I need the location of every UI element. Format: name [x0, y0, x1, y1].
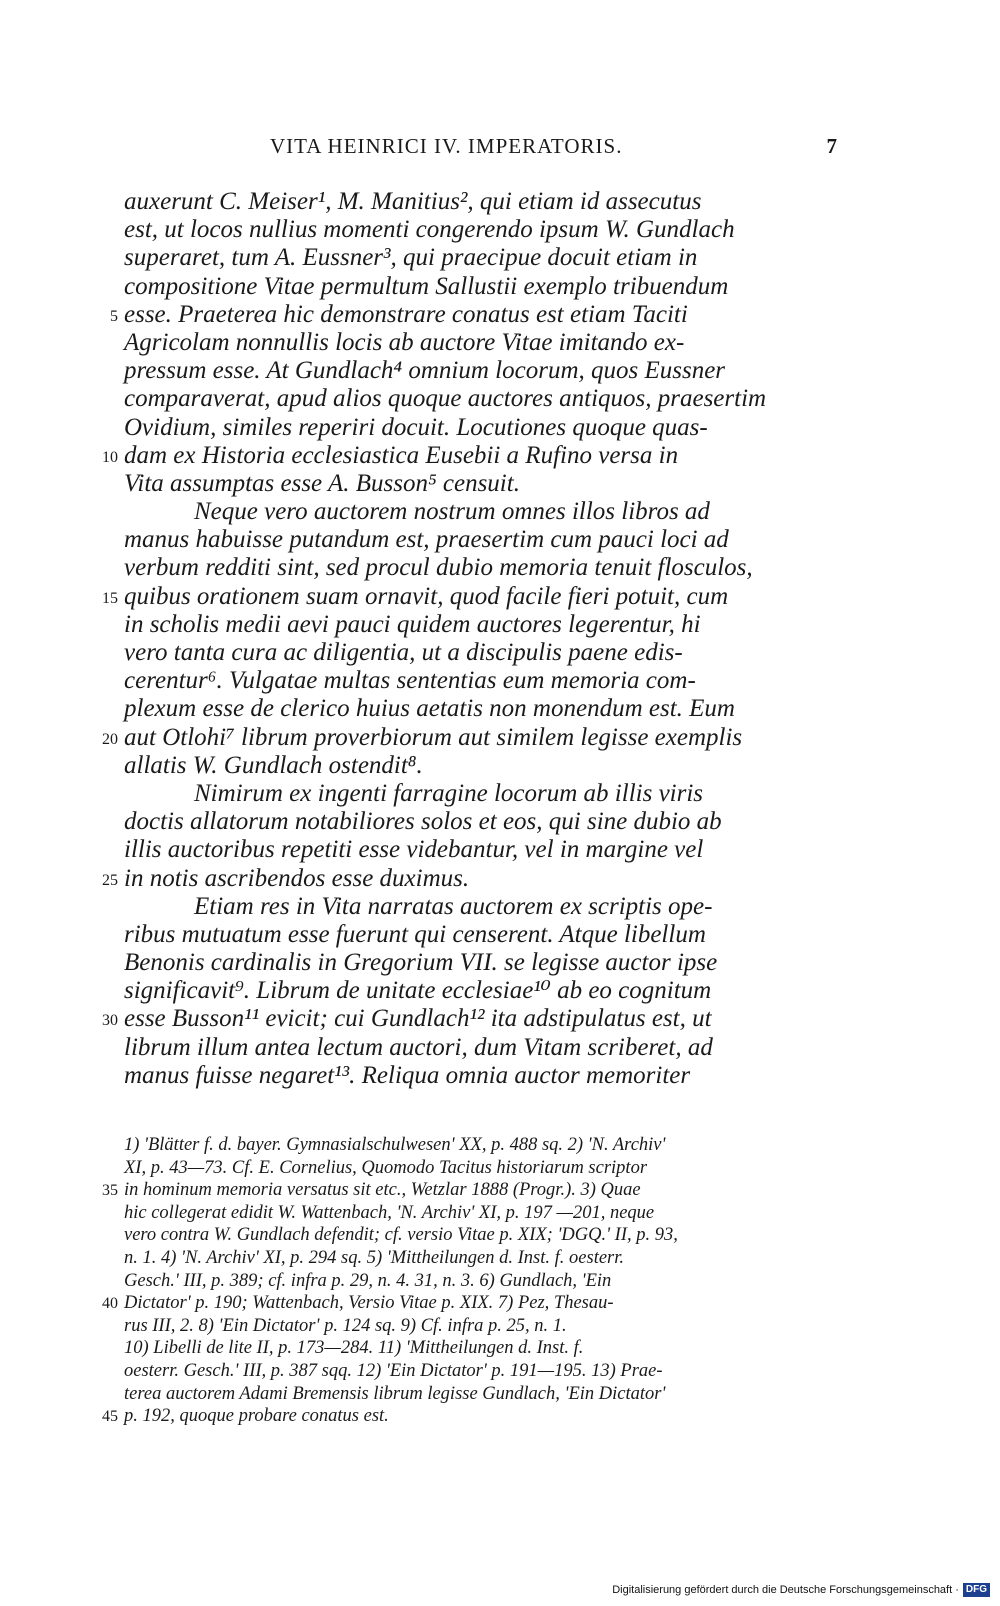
- line-text: rus III, 2. 8) 'Ein Dictator' p. 124 sq. 9) Cf. infra p. 25, n. 1.: [124, 1315, 567, 1336]
- text-line: [102, 582, 837, 611]
- line-text: Benonis cardinalis in Gregorium VII. se legisse auctor ipse: [124, 949, 718, 977]
- text-line: [124, 357, 837, 385]
- line-number: 30: [102, 1012, 118, 1030]
- text-line: [124, 414, 837, 442]
- dfg-logo: DFG: [963, 1583, 990, 1597]
- text-line: [124, 921, 837, 949]
- footnote-line: [124, 1247, 837, 1270]
- line-text: XI, p. 43—73. Cf. E. Cornelius, Quomodo Tacitus historiarum scriptor: [124, 1157, 648, 1178]
- line-text: pressum esse. At Gundlach⁴ omnium locorum, quos Eussner: [124, 357, 726, 385]
- text-line: [124, 1062, 837, 1090]
- line-text: p. 192, quoque probare conatus est.: [124, 1406, 389, 1427]
- line-number: 40: [102, 1295, 118, 1313]
- line-text: 10) Libelli de lite II, p. 173—284. 11) 'Mittheilungen d. Inst. f.: [124, 1338, 584, 1359]
- line-number: 45: [102, 1408, 118, 1426]
- footnote-line: [124, 1202, 837, 1225]
- line-text: hic collegerat edidit W. Wattenbach, 'N. Archiv' XI, p. 197 —201, neque: [124, 1202, 655, 1223]
- line-text: n. 1. 4) 'N. Archiv' XI, p. 294 sq. 5) 'Mittheilungen d. Inst. f. oesterr.: [124, 1247, 625, 1268]
- line-text: Agricolam nonnullis locis ab auctore Vitae imitando ex-: [124, 328, 685, 356]
- line-text: cerentur⁶. Vulgatae multas sententias eum memoria com-: [124, 667, 696, 695]
- text-line: [124, 216, 837, 244]
- text-line: [102, 864, 837, 893]
- text-line: [124, 949, 837, 977]
- line-text: vero contra W. Gundlach defendit; cf. versio Vitae p. XIX; 'DGQ.' II, p. 93,: [124, 1225, 678, 1246]
- line-number: 20: [102, 730, 118, 748]
- line-text: superaret, tum A. Eussner³, qui praecipue docuit etiam in: [124, 244, 698, 272]
- text-line: [124, 329, 837, 357]
- text-line: [124, 695, 837, 723]
- line-text: dam ex Historia ecclesiastica Eusebii a Rufino versa in: [124, 441, 679, 469]
- line-text: in scholis medii aevi pauci quidem auctores legerentur, hi: [124, 610, 701, 638]
- line-text: Ovidium, similes reperiri docuit. Locutiones quoque quas-: [124, 413, 708, 441]
- credit-text: Digitalisierung gefördert durch die Deutsche Forschungsgemeinschaft ·: [612, 1584, 959, 1596]
- text-line: [124, 667, 837, 695]
- line-text: in notis ascribendos esse duximus.: [124, 864, 470, 892]
- text-line: [102, 1005, 837, 1033]
- line-text: librum illum antea lectum auctori, dum Vitam scriberet, ad: [124, 1033, 713, 1061]
- footnote-line: [124, 1337, 837, 1360]
- footnote-line: [102, 1179, 837, 1202]
- line-number: 10: [102, 448, 118, 466]
- text-line: [124, 639, 837, 667]
- text-line: [124, 1034, 837, 1062]
- line-text: Dictator' p. 190; Wattenbach, Versio Vitae p. XIX. 7) Pez, Thesau-: [124, 1293, 614, 1314]
- line-text: ribus mutuatum esse fuerunt qui censerent. Atque libellum: [124, 920, 706, 948]
- digitization-credit: [612, 1582, 990, 1598]
- line-text: aut Otlohi⁷ librum proverbiorum aut similem legisse exemplis: [124, 723, 743, 751]
- footnote-line: [124, 1315, 837, 1338]
- footnote-line: [124, 1224, 837, 1247]
- line-text: esse Busson¹¹ evicit; cui Gundlach¹² ita adstipulatus est, ut: [124, 1005, 712, 1033]
- text-line: [124, 752, 837, 780]
- text-line: [124, 780, 837, 808]
- line-text: esse. Praeterea hic demonstrare conatus est etiam Taciti: [124, 300, 688, 328]
- line-text: est, ut locos nullius momenti congerendo ipsum W. Gundlach: [124, 216, 735, 244]
- text-line: [124, 836, 837, 864]
- text-line: [124, 611, 837, 639]
- line-text: illis auctoribus repetiti esse videbantur, vel in margine vel: [124, 836, 704, 864]
- line-text: plexum esse de clerico huius aetatis non monendum est. Eum: [124, 695, 735, 723]
- line-text: manus habuisse putandum est, praesertim cum pauci loci ad: [124, 526, 729, 554]
- line-number: 15: [102, 589, 118, 607]
- text-line: [102, 441, 837, 470]
- line-text: 1) 'Blätter f. d. bayer. Gymnasialschulwesen' XX, p. 488 sq. 2) 'N. Archiv': [124, 1135, 666, 1155]
- line-text: comparaverat, apud alios quoque auctores antiquos, praesertim: [124, 385, 767, 413]
- running-title: VITA HEINRICI IV. IMPERATORIS.: [270, 134, 623, 158]
- page-number: 7: [826, 134, 837, 158]
- footnote-line: [124, 1360, 837, 1383]
- line-text: significavit⁹. Librum de unitate ecclesiae¹⁰ ab eo cognitum: [124, 977, 712, 1005]
- text-line: [124, 554, 837, 582]
- line-number: 35: [102, 1182, 118, 1200]
- line-text: Gesch.' III, p. 389; cf. infra p. 29, n. 4. 31, n. 3. 6) Gundlach, 'Ein: [124, 1270, 612, 1291]
- line-number: 5: [110, 307, 118, 325]
- footnote-line: [124, 1383, 837, 1406]
- footnote-line: [124, 1134, 837, 1157]
- running-header: [124, 134, 837, 164]
- line-text: Neque vero auctorem nostrum omnes illos libros ad: [194, 498, 710, 526]
- footnote-line: [124, 1270, 837, 1293]
- line-text: quibus orationem suam ornavit, quod facile fieri potuit, cum: [124, 582, 729, 610]
- line-text: Etiam res in Vita narratas auctorem ex scriptis ope-: [194, 892, 713, 920]
- footnotes: [102, 1134, 837, 1428]
- text-line: [102, 723, 837, 752]
- main-text: [102, 188, 837, 1090]
- line-text: oesterr. Gesch.' III, p. 387 sqq. 12) 'Ein Dictator' p. 191—195. 13) Prae-: [124, 1360, 663, 1381]
- line-text: terea auctorem Adami Bremensis librum legisse Gundlach, 'Ein Dictator': [124, 1383, 666, 1404]
- line-text: compositione Vitae permultum Sallustii exemplo tribuendum: [124, 272, 729, 300]
- line-text: allatis W. Gundlach ostendit⁸.: [124, 751, 423, 779]
- text-line: [124, 893, 837, 921]
- text-line: [124, 188, 837, 216]
- text-line: [124, 470, 837, 498]
- text-line: [124, 273, 837, 301]
- line-text: Vita assumptas esse A. Busson⁵ censuit.: [124, 469, 520, 497]
- line-text: vero tanta cura ac diligentia, ut a discipulis paene edis-: [124, 639, 683, 666]
- line-text: Nimirum ex ingenti farragine locorum ab illis viris: [194, 779, 704, 807]
- line-text: verbum redditi sint, sed procul dubio memoria tenuit flosculos,: [124, 554, 753, 582]
- footnote-line: [124, 1157, 837, 1180]
- line-text: manus fuisse negaret¹³. Reliqua omnia auctor memoriter: [124, 1061, 691, 1089]
- text-line: [124, 808, 837, 836]
- text-line: [124, 498, 837, 526]
- line-text: doctis allatorum notabiliores solos et eos, qui sine dubio ab: [124, 808, 722, 836]
- line-number: 25: [102, 871, 118, 889]
- text-line: [110, 300, 837, 329]
- footnote-line: [102, 1405, 837, 1428]
- text-line: [124, 977, 837, 1005]
- footnote-line: [102, 1292, 837, 1315]
- line-text: in hominum memoria versatus sit etc., Wetzlar 1888 (Progr.). 3) Quae: [124, 1180, 641, 1201]
- line-text: auxerunt C. Meiser¹, M. Manitius², qui etiam id assecutus: [124, 188, 702, 215]
- text-line: [124, 244, 837, 272]
- text-line: [124, 385, 837, 413]
- text-line: [124, 526, 837, 554]
